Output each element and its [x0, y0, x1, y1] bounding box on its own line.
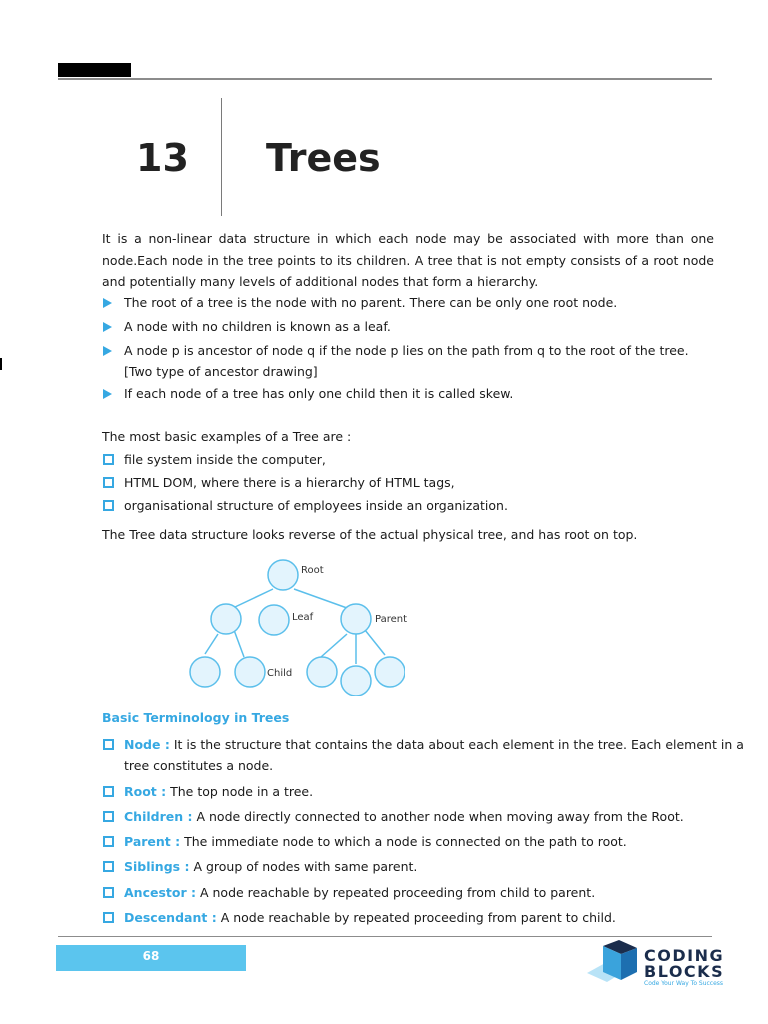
footer-rule: [58, 936, 712, 937]
node: [190, 657, 220, 687]
child-label: Child: [267, 668, 293, 679]
parent-label: Parent: [375, 614, 408, 625]
page-number: 68: [142, 949, 160, 963]
term-definition: It is the structure that contains the data about each element in the tree. Each element in a: [173, 737, 744, 752]
intro-bullet: A node p is ancestor of node q if the node p lies on the path from q to the root of the tree.: [124, 343, 689, 358]
term-definition: The top node in a tree.: [170, 784, 314, 799]
examples-closing: The Tree data structure looks reverse of the actual physical tree, and has root on top.: [102, 527, 638, 542]
header-black-bar: [58, 63, 131, 77]
arrow-bullet-icon: [103, 298, 112, 308]
term-definition: The immediate node to which a node is connected on the path to root.: [184, 834, 627, 849]
example-item: HTML DOM, where there is a hierarchy of HTML tags,: [124, 475, 455, 490]
header-rule: [58, 78, 712, 80]
terminology-item: [124, 882, 595, 903]
margin-mark: [0, 358, 2, 370]
child-node: [235, 657, 265, 687]
example-item: file system inside the computer,: [124, 452, 326, 467]
intro-paragraph: It is a non-linear data structure in which each node may be associated with more than one node.Each node in the tree points to its children. A tree that is not empty consists of a root node and potentially many levels of additional nodes that form a hierarchy.: [102, 231, 714, 289]
square-bullet-icon: [103, 912, 114, 923]
leaf-label: Leaf: [292, 612, 314, 623]
terminology-item: [124, 781, 313, 802]
chapter-divider: [221, 98, 222, 216]
ancestor-note: [Two type of ancestor drawing]: [124, 364, 318, 379]
term-label: Root :: [124, 784, 167, 799]
term-label: Descendant :: [124, 910, 217, 925]
term-label: Ancestor :: [124, 885, 196, 900]
root-label: Root: [301, 565, 324, 576]
examples-heading: The most basic examples of a Tree are :: [102, 429, 352, 444]
term-label: Parent :: [124, 834, 181, 849]
term-definition: A group of nodes with same parent.: [193, 859, 418, 874]
square-bullet-icon: [103, 500, 114, 511]
terminology-item: [124, 831, 627, 852]
arrow-bullet-icon: [103, 322, 112, 332]
page-number-box: [56, 945, 246, 971]
node: [375, 657, 405, 687]
term-label: Children :: [124, 809, 193, 824]
terminology-item: [124, 806, 684, 827]
node: [307, 657, 337, 687]
square-bullet-icon: [103, 811, 114, 822]
logo-tagline: Code Your Way To Success: [644, 980, 724, 987]
terminology-item: [124, 907, 616, 928]
intro-bullet: The root of a tree is the node with no parent. There can be only one root node.: [124, 295, 618, 310]
example-item: organisational structure of employees inside an organization.: [124, 498, 508, 513]
square-bullet-icon: [103, 739, 114, 750]
coding-blocks-cube-icon: [585, 940, 643, 986]
square-bullet-icon: [103, 887, 114, 898]
terminology-item: [124, 856, 417, 877]
tree-nodes: [190, 560, 408, 696]
square-bullet-icon: [103, 861, 114, 872]
intro-bullet: If each node of a tree has only one child then it is called skew.: [124, 386, 514, 401]
term-label: Node :: [124, 737, 170, 752]
term-definition: A node reachable by repeated proceeding from child to parent.: [199, 885, 596, 900]
tree-diagram: [188, 556, 408, 696]
chapter-title: Trees: [266, 136, 381, 180]
parent-node: [341, 604, 371, 634]
root-node: [268, 560, 298, 590]
intro-bullet: A node with no children is known as a leaf.: [124, 319, 391, 334]
square-bullet-icon: [103, 477, 114, 488]
terminology-item: [124, 734, 744, 755]
square-bullet-icon: [103, 454, 114, 465]
term-definition: A node directly connected to another node when moving away from the Root.: [196, 809, 684, 824]
square-bullet-icon: [103, 786, 114, 797]
terminology-item-continued: tree constitutes a node.: [124, 758, 274, 773]
node: [341, 666, 371, 696]
logo-text: BLOCKS: [644, 962, 725, 981]
term-label: Siblings :: [124, 859, 190, 874]
leaf-node: [259, 605, 289, 635]
arrow-bullet-icon: [103, 346, 112, 356]
square-bullet-icon: [103, 836, 114, 847]
section-heading: Basic Terminology in Trees: [102, 710, 290, 725]
chapter-number: 13: [136, 136, 189, 180]
logo-text: CODING: [644, 946, 725, 965]
node: [211, 604, 241, 634]
term-definition: A node reachable by repeated proceeding from parent to child.: [220, 910, 616, 925]
arrow-bullet-icon: [103, 389, 112, 399]
